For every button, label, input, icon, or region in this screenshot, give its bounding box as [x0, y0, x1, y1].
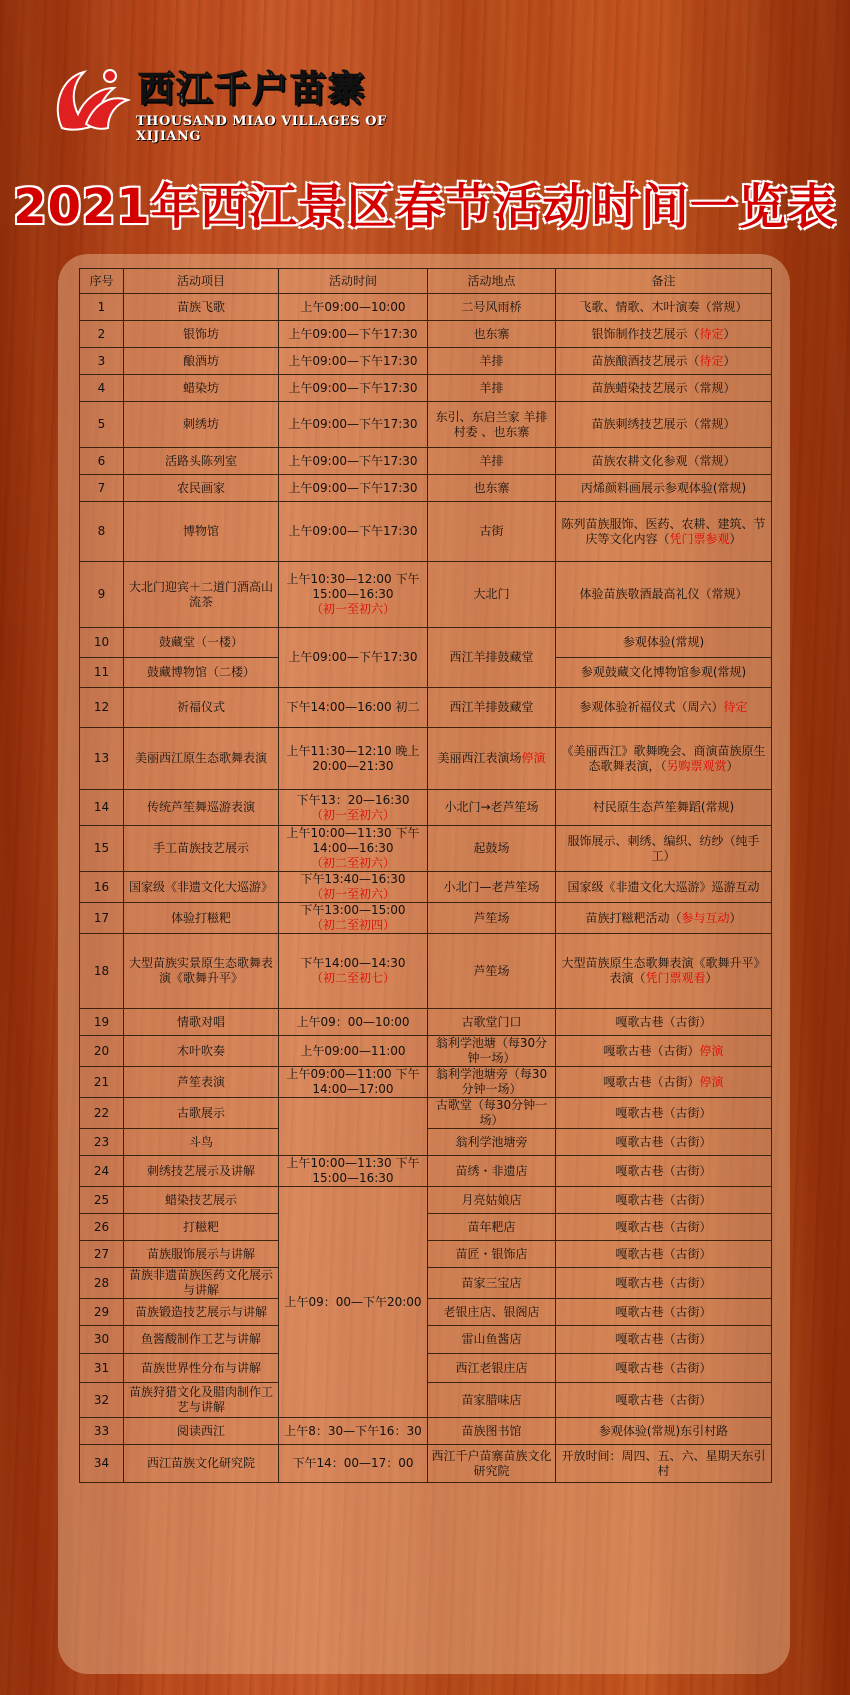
table-row: [80, 375, 772, 402]
note-cell: 嘎歌古巷（古街）: [556, 1214, 772, 1241]
header-cell: 序号: [80, 269, 124, 294]
note-cell: 嘎歌古巷（古街）: [556, 1299, 772, 1326]
activity-name-cell: 苗族非遗苗族医药文化展示与讲解: [124, 1268, 279, 1299]
activity-name-cell: 斗鸟: [124, 1129, 279, 1156]
miao-horns-logo-icon: [52, 58, 132, 140]
row-number-cell: 33: [80, 1418, 124, 1445]
activity-name-cell: 情歌对唱: [124, 1009, 279, 1036]
row-number-cell: 3: [80, 348, 124, 375]
note-cell: 苗族打糍粑活动（参与互动）: [556, 903, 772, 934]
activity-time-cell: 下午14:00—14:30 （初二至初七）: [279, 934, 428, 1009]
table-row: [80, 321, 772, 348]
activity-place-cell: 苗家腊味店: [428, 1383, 556, 1418]
activity-place-cell: 苗绣・非遗店: [428, 1156, 556, 1187]
note-cell: 丙烯颜料画展示参观体验(常规): [556, 475, 772, 502]
activity-place-cell: 苗家三宝店: [428, 1268, 556, 1299]
row-number-cell: 15: [80, 826, 124, 872]
table-row: [80, 1156, 772, 1187]
row-number-cell: 14: [80, 790, 124, 826]
table-row: [80, 348, 772, 375]
activity-name-cell: 手工苗族技艺展示: [124, 826, 279, 872]
table-row: [80, 728, 772, 790]
note-cell: 苗族刺绣技艺展示（常规）: [556, 402, 772, 448]
row-number-cell: 24: [80, 1156, 124, 1187]
activity-place-cell: 芦笙场: [428, 903, 556, 934]
activity-place-cell: 翁利学池塘（每30分钟一场）: [428, 1036, 556, 1067]
row-number-cell: 17: [80, 903, 124, 934]
activity-place-cell: 西江羊排鼓藏堂: [428, 688, 556, 728]
row-number-cell: 9: [80, 562, 124, 628]
note-cell: 嘎歌古巷（古街）: [556, 1383, 772, 1418]
note-cell: 嘎歌古巷（古街）: [556, 1156, 772, 1187]
activity-place-cell: 古街: [428, 502, 556, 562]
table-row: [80, 628, 772, 658]
note-cell: 参观体验(常规)东引村路: [556, 1418, 772, 1445]
activity-name-cell: 蜡染坊: [124, 375, 279, 402]
activity-place-cell: 大北门: [428, 562, 556, 628]
activity-time-cell: 上午09:00—下午17:30: [279, 402, 428, 448]
activity-name-cell: 鱼酱酸制作工艺与讲解: [124, 1326, 279, 1354]
note-cell: 嘎歌古巷（古街）停演: [556, 1036, 772, 1067]
note-cell: 《美丽西江》歌舞晚会、商演苗族原生态歌舞表演，（另购票观赏）: [556, 728, 772, 790]
note-cell: 苗族酿酒技艺展示（待定）: [556, 348, 772, 375]
row-number-cell: 13: [80, 728, 124, 790]
activity-place-cell: 苗族图书馆: [428, 1418, 556, 1445]
activity-name-cell: 大北门迎宾＋二道门酒高山流茶: [124, 562, 279, 628]
activity-place-cell: 翁利学池塘旁: [428, 1129, 556, 1156]
activity-time-cell: 下午13:00—15:00 （初二至初四）: [279, 903, 428, 934]
note-cell: 大型苗族原生态歌舞表演《歌舞升平》表演（凭门票观看）: [556, 934, 772, 1009]
activity-place-cell: 西江千户苗寨苗族文化研究院: [428, 1445, 556, 1483]
note-cell: 苗族蜡染技艺展示（常规）: [556, 375, 772, 402]
activity-place-cell: 古歌堂（每30分钟一场）: [428, 1098, 556, 1129]
note-cell: 陈列苗族服饰、医药、农耕、建筑、节庆等文化内容（凭门票参观）: [556, 502, 772, 562]
page-title: 2021年西江景区春节活动时间一览表: [13, 179, 837, 235]
activity-name-cell: 农民画家: [124, 475, 279, 502]
table-row: [80, 294, 772, 321]
table-row: [80, 1098, 772, 1129]
activity-name-cell: 苗族世界性分布与讲解: [124, 1354, 279, 1383]
activity-time-cell: 上午09:00—10:00: [279, 294, 428, 321]
activity-time-cell: 上午09:00—下午17:30: [279, 348, 428, 375]
note-cell: 参观体验(常规): [556, 628, 772, 658]
activity-name-cell: 传统芦笙舞巡游表演: [124, 790, 279, 826]
note-cell: 银饰制作技艺展示（待定）: [556, 321, 772, 348]
activity-place-cell: 也东寨: [428, 475, 556, 502]
row-number-cell: 1: [80, 294, 124, 321]
activity-time-cell: 上午10:30—12:00 下午15:00—16:30 （初一至初六）: [279, 562, 428, 628]
table-row: [80, 1418, 772, 1445]
activity-name-cell: 苗族锻造技艺展示与讲解: [124, 1299, 279, 1326]
activity-place-cell: 西江老银庄店: [428, 1354, 556, 1383]
activity-time-cell: 上午09:00—下午17:30: [279, 321, 428, 348]
activity-name-cell: 鼓藏博物馆（二楼）: [124, 658, 279, 688]
activity-name-cell: 苗族服饰展示与讲解: [124, 1241, 279, 1268]
activity-time-cell: 上午11:30—12:10 晚上20:00—21:30: [279, 728, 428, 790]
row-number-cell: 27: [80, 1241, 124, 1268]
note-cell: 飞歌、情歌、木叶演奏（常规）: [556, 294, 772, 321]
row-number-cell: 30: [80, 1326, 124, 1354]
brand-name-cn: 西江千户苗寨: [138, 68, 367, 110]
row-number-cell: 26: [80, 1214, 124, 1241]
row-number-cell: 21: [80, 1067, 124, 1098]
header-cell: 活动地点: [428, 269, 556, 294]
note-cell: 开放时间：周四、五、六、星期天东引村: [556, 1445, 772, 1483]
activity-name-cell: 苗族狩猎文化及腊肉制作工艺与讲解: [124, 1383, 279, 1418]
activity-time-cell: 上午09:00—下午17:30: [279, 375, 428, 402]
note-cell: 苗族农耕文化参观（常规）: [556, 448, 772, 475]
row-number-cell: 4: [80, 375, 124, 402]
activity-time-cell: 上午09:00—11:00: [279, 1036, 428, 1067]
note-cell: 嘎歌古巷（古街）: [556, 1241, 772, 1268]
activity-place-cell: 雷山鱼酱店: [428, 1326, 556, 1354]
activity-name-cell: 大型苗族实景原生态歌舞表演《歌舞升平》: [124, 934, 279, 1009]
activity-time-cell: 上午10:00—11:30 下午15:00—16:30: [279, 1156, 428, 1187]
activity-name-cell: 银饰坊: [124, 321, 279, 348]
table-row: [80, 934, 772, 1009]
schedule-table: [79, 268, 772, 1483]
activity-time-cell: 下午13：20—16:30 （初一至初六）: [279, 790, 428, 826]
row-number-cell: 23: [80, 1129, 124, 1156]
activity-place-cell: 羊排: [428, 448, 556, 475]
activity-name-cell: 古歌展示: [124, 1098, 279, 1129]
activity-place-cell: 小北门—老芦笙场: [428, 872, 556, 903]
row-number-cell: 8: [80, 502, 124, 562]
row-number-cell: 32: [80, 1383, 124, 1418]
table-row: [80, 872, 772, 903]
table-row: [80, 562, 772, 628]
activity-place-cell: 小北门→老芦笙场: [428, 790, 556, 826]
row-number-cell: 34: [80, 1445, 124, 1483]
note-cell: 嘎歌古巷（古街）: [556, 1129, 772, 1156]
activity-name-cell: 刺绣技艺展示及讲解: [124, 1156, 279, 1187]
activity-place-cell: 二号风雨桥: [428, 294, 556, 321]
row-number-cell: 20: [80, 1036, 124, 1067]
table-row: [80, 1036, 772, 1067]
row-number-cell: 6: [80, 448, 124, 475]
table-row: [80, 502, 772, 562]
activity-name-cell: 木叶吹奏: [124, 1036, 279, 1067]
activity-place-cell: 也东寨: [428, 321, 556, 348]
row-number-cell: 16: [80, 872, 124, 903]
activity-time-cell: 上午09:00—下午17:30: [279, 628, 428, 688]
note-cell: 国家级《非遗文化大巡游》巡游互动: [556, 872, 772, 903]
activity-time-cell: 上午09:00—11:00 下午14:00—17:00: [279, 1067, 428, 1098]
activity-time-cell: 上午09:00—下午17:30: [279, 502, 428, 562]
row-number-cell: 28: [80, 1268, 124, 1299]
activity-time-cell: 下午14：00—17：00: [279, 1445, 428, 1483]
row-number-cell: 25: [80, 1187, 124, 1214]
activity-time-cell: 下午13:40—16:30 （初一至初六）: [279, 872, 428, 903]
activity-name-cell: 阅读西江: [124, 1418, 279, 1445]
activity-name-cell: 鼓藏堂（一楼）: [124, 628, 279, 658]
note-cell: 嘎歌古巷（古街）停演: [556, 1067, 772, 1098]
table-row: [80, 688, 772, 728]
table-row: [80, 448, 772, 475]
row-number-cell: 19: [80, 1009, 124, 1036]
activity-place-cell: 起鼓场: [428, 826, 556, 872]
activity-time-cell: 上午09：00—下午20:00: [279, 1187, 428, 1418]
row-number-cell: 31: [80, 1354, 124, 1383]
row-number-cell: 29: [80, 1299, 124, 1326]
table-row: [80, 903, 772, 934]
table-row: [80, 1445, 772, 1483]
activity-name-cell: 祈福仪式: [124, 688, 279, 728]
activity-name-cell: 蜡染技艺展示: [124, 1187, 279, 1214]
row-number-cell: 2: [80, 321, 124, 348]
activity-name-cell: 西江苗族文化研究院: [124, 1445, 279, 1483]
poster-header: [0, 0, 850, 260]
activity-place-cell: 老银庄店、银阁店: [428, 1299, 556, 1326]
activity-name-cell: 美丽西江原生态歌舞表演: [124, 728, 279, 790]
table-row: [80, 1067, 772, 1098]
activity-time-cell: 下午14:00—16:00 初二: [279, 688, 428, 728]
table-header-row: [80, 269, 772, 294]
row-number-cell: 10: [80, 628, 124, 658]
note-cell: 嘎歌古巷（古街）: [556, 1187, 772, 1214]
table-row: [80, 402, 772, 448]
activity-time-cell: 上午09:00—下午17:30: [279, 475, 428, 502]
activity-name-cell: 国家级《非遗文化大巡游》: [124, 872, 279, 903]
activity-place-cell: 羊排: [428, 348, 556, 375]
activity-time-cell: 上午09：00—10:00: [279, 1009, 428, 1036]
activity-place-cell: 翁利学池塘旁（每30分钟一场）: [428, 1067, 556, 1098]
activity-place-cell: 羊排: [428, 375, 556, 402]
activity-time-cell: 上午10:00—11:30 下午14:00—16:30 （初二至初六）: [279, 826, 428, 872]
row-number-cell: 22: [80, 1098, 124, 1129]
row-number-cell: 12: [80, 688, 124, 728]
activity-name-cell: 芦笙表演: [124, 1067, 279, 1098]
note-cell: 服饰展示、刺绣、编织、纺纱（纯手工）: [556, 826, 772, 872]
activity-name-cell: 活路头陈列室: [124, 448, 279, 475]
activity-place-cell: 西江羊排鼓藏堂: [428, 628, 556, 688]
note-cell: 村民原生态芦笙舞蹈(常规): [556, 790, 772, 826]
activity-name-cell: 博物馆: [124, 502, 279, 562]
header-cell: 活动项目: [124, 269, 279, 294]
header-cell: 备注: [556, 269, 772, 294]
activity-name-cell: 打糍粑: [124, 1214, 279, 1241]
activity-place-cell: 美丽西江表演场停演: [428, 728, 556, 790]
activity-time-cell: 上午09:00—下午17:30: [279, 448, 428, 475]
activity-place-cell: 苗年粑店: [428, 1214, 556, 1241]
table-row: [80, 826, 772, 872]
activity-name-cell: 酿酒坊: [124, 348, 279, 375]
note-cell: 嘎歌古巷（古街）: [556, 1098, 772, 1129]
note-cell: 体验苗族敬酒最高礼仪（常规）: [556, 562, 772, 628]
table-row: [80, 790, 772, 826]
activity-place-cell: 古歌堂门口: [428, 1009, 556, 1036]
note-cell: 嘎歌古巷（古街）: [556, 1009, 772, 1036]
activity-place-cell: 月亮姑娘店: [428, 1187, 556, 1214]
row-number-cell: 5: [80, 402, 124, 448]
table-row: [80, 1187, 772, 1214]
activity-place-cell: 东引、东启兰家 羊排村委 、也东寨: [428, 402, 556, 448]
row-number-cell: 11: [80, 658, 124, 688]
table-row: [80, 475, 772, 502]
row-number-cell: 18: [80, 934, 124, 1009]
activity-name-cell: 刺绣坊: [124, 402, 279, 448]
activity-time-cell: 上午8：30—下午16：30: [279, 1418, 428, 1445]
brand-name-en: THOUSAND MIAO VILLAGES OF XIJIANG: [136, 114, 387, 144]
note-cell: 嘎歌古巷（古街）: [556, 1268, 772, 1299]
note-cell: 嘎歌古巷（古街）: [556, 1354, 772, 1383]
note-cell: 嘎歌古巷（古街）: [556, 1326, 772, 1354]
activity-place-cell: 苗匠・银饰店: [428, 1241, 556, 1268]
row-number-cell: 7: [80, 475, 124, 502]
note-cell: 参观鼓藏文化博物馆参观(常规): [556, 658, 772, 688]
header-cell: 活动时间: [279, 269, 428, 294]
table-row: [80, 1009, 772, 1036]
activity-time-cell: [279, 1098, 428, 1156]
activity-place-cell: 芦笙场: [428, 934, 556, 1009]
note-cell: 参观体验祈福仪式（周六）待定: [556, 688, 772, 728]
activity-name-cell: 苗族飞歌: [124, 294, 279, 321]
activity-name-cell: 体验打糍粑: [124, 903, 279, 934]
